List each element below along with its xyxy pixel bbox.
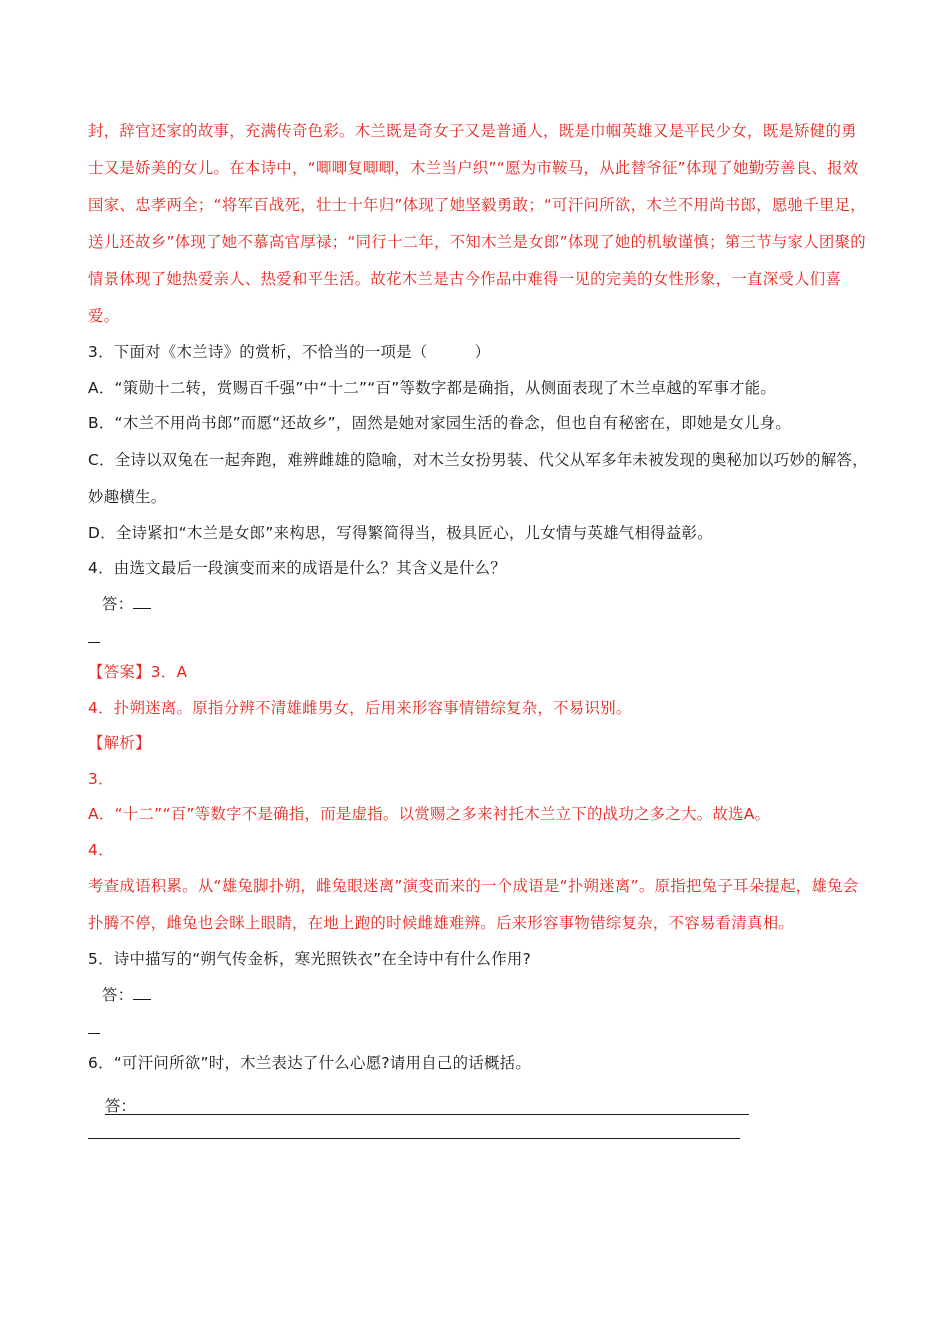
- question-5-answer[interactable]: [88, 978, 868, 1014]
- question-6-answer[interactable]: [88, 1082, 868, 1118]
- answer-underline[interactable]: [105, 1114, 749, 1115]
- answer-key-line: 【答案】3．A: [88, 663, 188, 681]
- question-3-option-d: D．全诗紧扣“木兰是女郎”来构思，写得繁简得当，极具匠心，儿女情与英雄气相得益彰。: [88, 523, 713, 542]
- answer-label: 答：: [102, 985, 134, 1004]
- answer-underline-2[interactable]: [88, 1138, 740, 1139]
- document-page: [88, 113, 868, 1139]
- answer-blank[interactable]: [133, 985, 151, 1000]
- analysis-3-text: A．“十二”“百”等数字不是确指，而是虚指。以赏赐之多来衬托木兰立下的战功之多之大。故选A。: [88, 805, 771, 823]
- question-3-stem: 3．下面对《木兰诗》的赏析，不恰当的一项是（ ）: [88, 343, 491, 361]
- analysis-4-number: 4．: [88, 840, 114, 859]
- question-3-option-c: C．全诗以双兔在一起奔跑，难辨雌雄的隐喻，对木兰女扮男装、代父从军多年未被发现的奥秘加以巧妙的解答，妙趣横生。: [88, 450, 868, 506]
- question-5-stem: 5．诗中描写的“朔气传金柝，寒光照铁衣”在全诗中有什么作用?: [88, 950, 532, 968]
- analysis-4-text: 考查成语积累。从“雄兔脚扑朔，雌兔眼迷离”演变而来的一个成语是“扑朔迷离”。原指把兔子耳朵提起，雄兔会扑腾不停，雌兔也会眯上眼睛，在地上跑的时候雌雄难辨。后来形容事物错综复杂，不容易看清真相。: [88, 877, 859, 932]
- question-4-answer[interactable]: [88, 587, 868, 623]
- answer-label: 答：: [102, 594, 134, 613]
- question-3-option-b: B．“木兰不用尚书郎”而愿“还故乡”，固然是她对家园生活的眷念，但也自有秘密在，即她是女儿身。: [88, 414, 791, 432]
- answer-blank-continuation: [88, 622, 100, 643]
- intro-paragraph: 封，辞官还家的故事，充满传奇色彩。木兰既是奇女子又是普通人，既是巾帼英雄又是平民少女，既是矫健的勇士又是娇美的女儿。在本诗中，“唧唧复唧唧，木兰当户织”“愿为市鞍马，从此替爷征”体现了她勤劳善良、报效国家、忠孝两全；“将军百战死，壮士十年归”体现了她坚毅勇敢；“可汗问所欲，木兰不用尚书郎，愿驰千里足，送儿还故乡”体现了她不慕高官厚禄；“同行十二年，不知木兰是女郎”体现了她的机敏谨慎；第三节与家人团聚的情景体现了她热爱亲人、热爱和平生活。故花木兰是古今作品中难得一见的完美的女性形象，一直深受人们喜爱。: [88, 122, 866, 325]
- answer-blank[interactable]: [133, 594, 151, 609]
- question-4-stem: 4．由选文最后一段演变而来的成语是什么？其含义是什么？: [88, 559, 507, 577]
- analysis-label: 【解析】: [88, 734, 151, 752]
- answer-4: 4．扑朔迷离。原指分辨不清雄雌男女，后用来形容事情错综复杂，不易识别。: [88, 698, 632, 717]
- answer-label: 答：: [105, 1096, 136, 1115]
- answer-blank-continuation: [88, 1013, 100, 1034]
- question-3-option-a: A．“策勋十二转，赏赐百千强”中“十二”“百”等数字都是确指，从侧面表现了木兰卓越的军事才能。: [88, 378, 777, 397]
- question-6-stem: 6．“可汗问所欲”时，木兰表达了什么心愿?请用自己的话概括。: [88, 1054, 532, 1072]
- analysis-3-number: 3．: [88, 769, 114, 788]
